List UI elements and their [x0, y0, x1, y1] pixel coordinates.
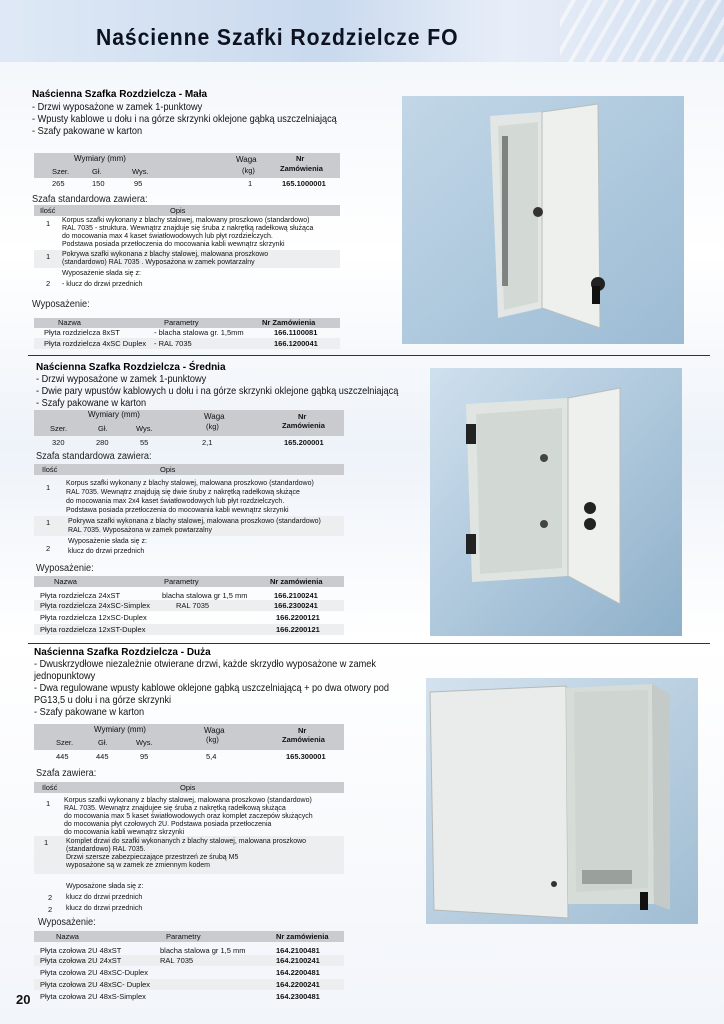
section-title-large: Naścienna Szafka Rozdzielcza - Duża: [34, 647, 211, 658]
std-contents-label: Szafa standardowa zawiera:: [32, 194, 148, 205]
medium-cabinet-photo: [430, 368, 682, 636]
bullet: - Szafy pakowane w karton: [34, 707, 145, 718]
bullet: - Drzwi wyposażone w zamek 1-punktowy: [36, 374, 207, 385]
page-title: Naścienne Szafki Rozdzielcze FO: [96, 24, 459, 50]
large-cabinet-photo: [426, 678, 698, 924]
section-title-medium: Naścienna Szafka Rozdzielcza - Średnia: [36, 362, 226, 373]
bullet: PG13,5 u dołu i na górze skrzynki: [34, 695, 172, 706]
bullet: - Drzwi wyposażone w zamek 1-punktowy: [32, 102, 203, 113]
equipment-label: Wyposażenie:: [32, 299, 90, 310]
bullet: jednopunktowy: [34, 671, 96, 682]
equipment-label: Wyposażenie:: [36, 563, 94, 574]
bullet: - Wpusty kablowe u dołu i na górze skrzynki oklejone gąbką uszczelniającą: [32, 114, 337, 125]
small-cabinet-photo: [402, 96, 684, 344]
bullet: - Dwuskrzydłowe niezależnie otwierane drzwi, każde skrzydło wyposażone w zamek: [34, 659, 376, 670]
bullet: - Dwa regulowane wpusty kablowe oklejone gąbką uszczelniającą + po dwa otwory pod: [34, 683, 389, 694]
bullet: - Dwie pary wpustów kablowych u dołu i na górze skrzynki oklejone gąbką uszczelniającą: [36, 386, 399, 397]
section-title-small: Naścienna Szafka Rozdzielcza - Mała: [32, 89, 208, 100]
page-number: 20: [16, 992, 31, 1007]
std-contents-label: Szafa zawiera:: [36, 768, 97, 779]
bullet: - Szafy pakowane w karton: [36, 398, 147, 409]
bullet: - Szafy pakowane w karton: [32, 126, 143, 137]
equipment-label: Wyposażenie:: [38, 917, 96, 928]
std-contents-label: Szafa standardowa zawiera:: [36, 451, 152, 462]
